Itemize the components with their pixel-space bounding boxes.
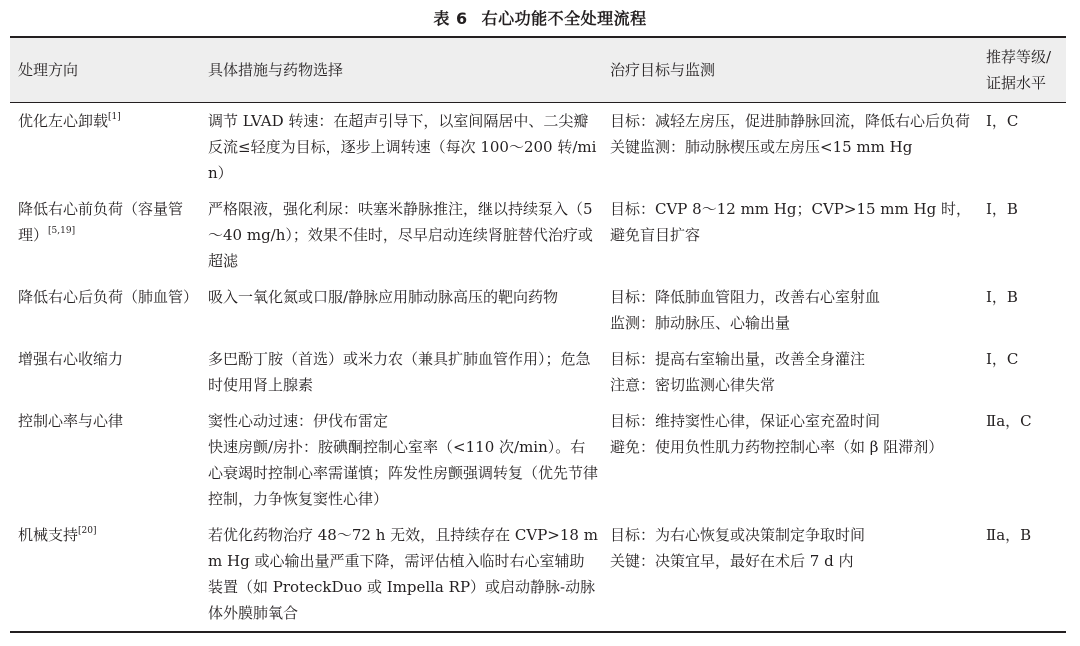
direction-text: 增强右心收缩力 [18,350,124,368]
goal-text: 目标：减轻左房压，促进肺静脉回流，降低右心后负荷 [610,112,971,130]
reference-marker: [5,19] [48,226,76,236]
direction-cell [10,341,200,403]
grade-cell: Ⅰ，C [986,112,1019,130]
measure-text: 快速房颤/房扑：胺碘酮控制心室率（<110 次/min）。右心衰竭时控制心率需谨慎；阵发性房颤强调转复（优先节律控制，力争恢复窦性心律） [208,438,599,508]
table-row [10,279,1066,341]
measure-text: 窦性心动过速：伊伐布雷定 [208,412,389,430]
direction-text: 降低右心后负荷（肺血管） [18,288,199,306]
goal-text: 目标：维持窦性心律，保证心室充盈时间 [610,412,881,430]
reference-marker: [20] [78,526,97,536]
measures-cell [200,191,602,279]
direction-cell [10,403,200,517]
table-row [10,191,1066,279]
table-row [10,517,1066,632]
table-caption [0,6,1080,29]
goals-cell [602,103,978,192]
reference-marker: [1] [108,112,121,122]
measure-text: 若优化药物治疗 48～72 h 无效，且持续存在 CVP>18 mm Hg 或心输出量严重下降，需评估植入临时右心室辅助装置（如 ProteckDuo 或 Impella RP）或启动静脉-动脉体外膜肺氧合 [208,526,598,622]
grade-cell: Ⅱa，C [986,412,1032,430]
header-measures: 具体措施与药物选择 [208,61,344,79]
goal-text: 注意：密切监测心律失常 [610,376,776,394]
direction-text: 控制心率与心律 [18,412,124,430]
goals-cell [602,517,978,632]
measures-cell [200,341,602,403]
direction-cell [10,517,200,632]
treatment-table [10,36,1066,633]
grade-cell: Ⅰ，C [986,350,1019,368]
grade-cell: Ⅱa，B [986,526,1032,544]
measures-cell [200,279,602,341]
goal-text: 关键监测：肺动脉楔压或左房压<15 mm Hg [610,138,913,156]
goals-cell [602,403,978,517]
table-number: 表 6 [433,9,468,28]
direction-text: 优化左心卸载 [18,112,109,130]
header-direction: 处理方向 [18,61,79,79]
goals-cell [602,341,978,403]
grade-cell: Ⅰ，B [986,288,1018,306]
goal-text: 目标：提高右室输出量，改善全身灌注 [610,350,866,368]
table-row [10,403,1066,517]
header-goals: 治疗目标与监测 [610,61,716,79]
goal-text: 目标：为右心恢复或决策制定争取时间 [610,526,866,544]
direction-text: 降低右心前负荷（容量管理） [18,200,184,244]
goal-text: 目标：降低肺血管阻力，改善右心室射血 [610,288,881,306]
measures-cell [200,403,602,517]
direction-cell [10,279,200,341]
measure-text: 严格限液，强化利尿：呋塞米静脉推注，继以持续泵入（5～40 mg/h）；效果不佳时，尽早启动连续肾脏替代治疗或超滤 [208,200,593,270]
goal-text: 避免：使用负性肌力药物控制心率（如 β 阻滞剂） [610,438,944,456]
direction-text: 机械支持 [18,526,79,544]
measures-cell [200,103,602,192]
table-header-row [10,37,1066,103]
goal-text: 监测：肺动脉压、心输出量 [610,314,791,332]
grade-cell: Ⅰ，B [986,200,1018,218]
measure-text: 调节 LVAD 转速：在超声引导下，以室间隔居中、二尖瓣反流≤轻度为目标，逐步上调转速（每次 100～200 转/min） [208,112,597,182]
table-row [10,103,1066,192]
goals-cell [602,279,978,341]
table-body [10,103,1066,633]
direction-cell [10,191,200,279]
goal-text: 关键：决策宜早，最好在术后 7 d 内 [610,552,854,570]
measures-cell [200,517,602,632]
table-row [10,341,1066,403]
direction-cell [10,103,200,192]
measure-text: 多巴酚丁胺（首选）或米力农（兼具扩肺血管作用）；危急时使用肾上腺素 [208,350,591,394]
measure-text: 吸入一氧化氮或口服/静脉应用肺动脉高压的靶向药物 [208,288,559,306]
table-title: 右心功能不全处理流程 [481,9,647,28]
goal-text: 目标：CVP 8～12 mm Hg；CVP>15 mm Hg 时，避免盲目扩容 [610,200,971,244]
goals-cell [602,191,978,279]
header-grade: 推荐等级/证据水平 [986,48,1052,92]
